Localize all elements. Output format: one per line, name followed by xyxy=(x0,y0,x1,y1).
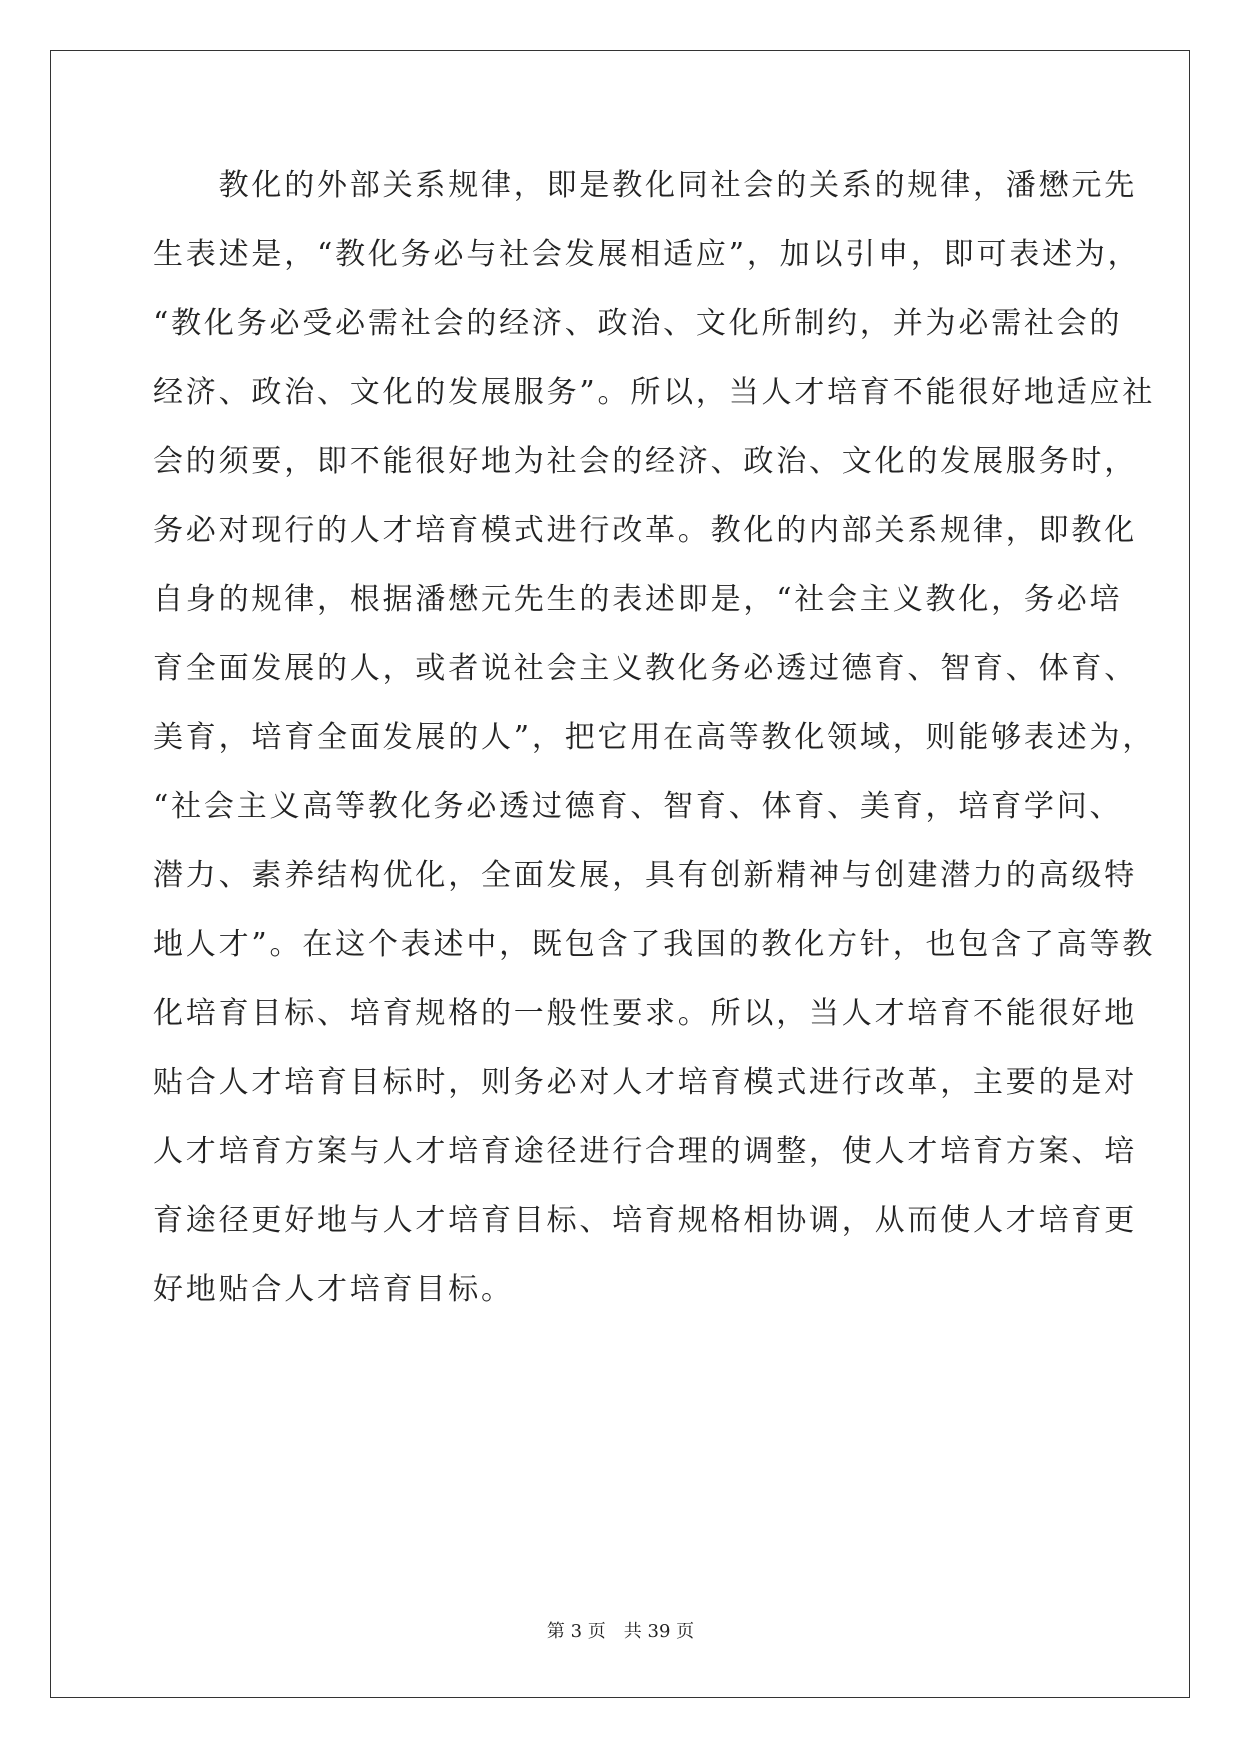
text-line: “教化务必受必需社会的经济、政治、文化所制约，并为必需社会的 xyxy=(153,306,1123,341)
text-line: 育途径更好地与人才培育目标、培育规格相协调，从而使人才培育更 xyxy=(153,1203,1137,1238)
text-line: “社会主义高等教化务必透过德育、智育、体育、美育，培育学问、 xyxy=(153,789,1123,824)
text-line: 人才培育方案与人才培育途径进行合理的调整，使人才培育方案、培 xyxy=(153,1134,1137,1169)
text-line: 育全面发展的人，或者说社会主义教化务必透过德育、智育、体育、 xyxy=(153,651,1137,686)
text-line: 生表述是，“教化务必与社会发展相适应”，加以引申，即可表述为， xyxy=(153,237,1141,272)
text-line: 教化的外部关系规律，即是教化同社会的关系的规律，潘懋元先 xyxy=(153,168,1137,203)
page-number: 第 3 页 xyxy=(546,1621,606,1642)
text-line: 地人才”。在这个表述中，既包含了我国的教化方针，也包含了高等教 xyxy=(153,927,1156,962)
text-line: 自身的规律，根据潘懋元先生的表述即是，“社会主义教化，务必培 xyxy=(153,582,1123,617)
text-line: 好地贴合人才培育目标。 xyxy=(153,1272,514,1307)
text-line: 会的须要，即不能很好地为社会的经济、政治、文化的发展服务时， xyxy=(153,444,1137,479)
text-line: 潜力、素养结构优化，全面发展，具有创新精神与创建潜力的高级特 xyxy=(153,858,1137,893)
text-line: 务必对现行的人才培育模式进行改革。教化的内部关系规律，即教化 xyxy=(153,513,1137,548)
text-line: 经济、政治、文化的发展服务”。所以，当人才培育不能很好地适应社 xyxy=(153,375,1156,410)
total-pages: 共 39 页 xyxy=(623,1621,695,1642)
text-line: 美育，培育全面发展的人”，把它用在高等教化领域，则能够表述为， xyxy=(153,720,1156,755)
page-footer xyxy=(0,1620,1241,1644)
text-line: 化培育目标、培育规格的一般性要求。所以，当人才培育不能很好地 xyxy=(153,996,1137,1031)
text-line: 贴合人才培育目标时，则务必对人才培育模式进行改革，主要的是对 xyxy=(153,1065,1137,1100)
